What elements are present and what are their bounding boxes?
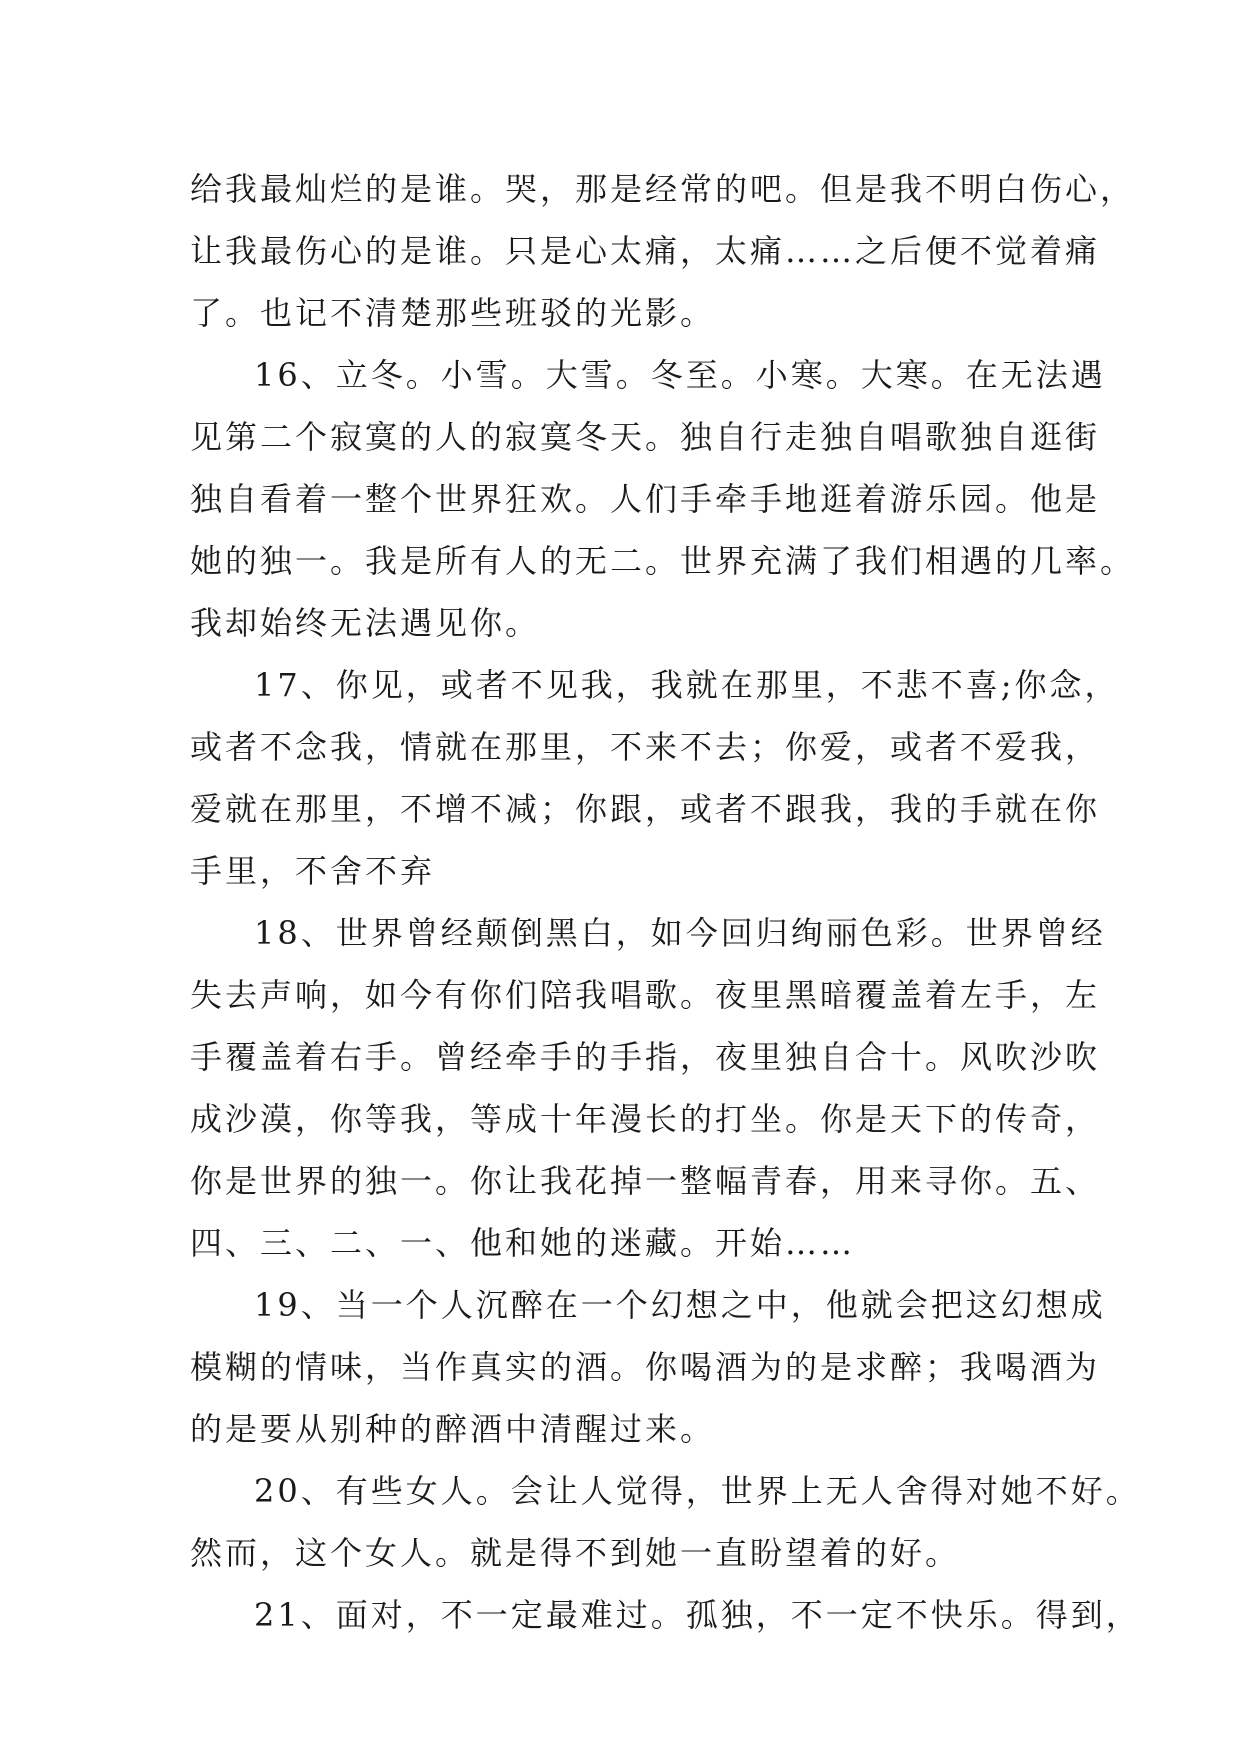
text-line: 的是要从别种的醉酒中清醒过来。 xyxy=(190,1410,716,1448)
paragraph-16-start: 16、立冬。小雪。大雪。冬至。小寒。大寒。在无法遇 xyxy=(254,356,1106,394)
text-line: 给我最灿烂的是谁。哭，那是经常的吧。但是我不明白伤心， xyxy=(190,170,1136,208)
paragraph-21-start: 21、面对，不一定最难过。孤独，不一定不快乐。得到， xyxy=(254,1596,1141,1634)
text-line: 失去声响，如今有你们陪我唱歌。夜里黑暗覆盖着左手，左 xyxy=(190,976,1101,1014)
paragraph-19-start: 19、当一个人沉醉在一个幻想之中，他就会把这幻想成 xyxy=(254,1286,1106,1324)
text-line: 独自看着一整个世界狂欢。人们手牵手地逛着游乐园。他是 xyxy=(190,480,1101,518)
text-line: 让我最伤心的是谁。只是心太痛，太痛……之后便不觉着痛 xyxy=(190,232,1101,270)
text-line: 手里，不舍不弃 xyxy=(190,852,436,890)
text-line: 了。也记不清楚那些班驳的光影。 xyxy=(190,294,716,332)
text-line: 她的独一。我是所有人的无二。世界充满了我们相遇的几率。 xyxy=(190,542,1136,580)
paragraph-18-start: 18、世界曾经颠倒黑白，如今回归绚丽色彩。世界曾经 xyxy=(254,914,1106,952)
paragraph-20-start: 20、有些女人。会让人觉得，世界上无人舍得对她不好。 xyxy=(254,1472,1141,1510)
text-line: 成沙漠，你等我，等成十年漫长的打坐。你是天下的传奇， xyxy=(190,1100,1101,1138)
text-line: 模糊的情味，当作真实的酒。你喝酒为的是求醉；我喝酒为 xyxy=(190,1348,1101,1386)
text-line: 见第二个寂寞的人的寂寞冬天。独自行走独自唱歌独自逛街 xyxy=(190,418,1101,456)
text-line: 手覆盖着右手。曾经牵手的手指，夜里独自合十。风吹沙吹 xyxy=(190,1038,1101,1076)
text-line: 或者不念我，情就在那里，不来不去；你爱，或者不爱我， xyxy=(190,728,1101,766)
text-line: 我却始终无法遇见你。 xyxy=(190,604,541,642)
paragraph-17-start: 17、你见，或者不见我，我就在那里，不悲不喜;你念， xyxy=(254,666,1120,704)
text-line: 四、三、二、一、他和她的迷藏。开始…… xyxy=(190,1224,856,1262)
document-body xyxy=(190,158,1141,1646)
text-line: 你是世界的独一。你让我花掉一整幅青春，用来寻你。五、 xyxy=(190,1162,1101,1200)
text-line: 然而，这个女人。就是得不到她一直盼望着的好。 xyxy=(190,1534,961,1572)
text-line: 爱就在那里，不增不减；你跟，或者不跟我，我的手就在你 xyxy=(190,790,1101,828)
